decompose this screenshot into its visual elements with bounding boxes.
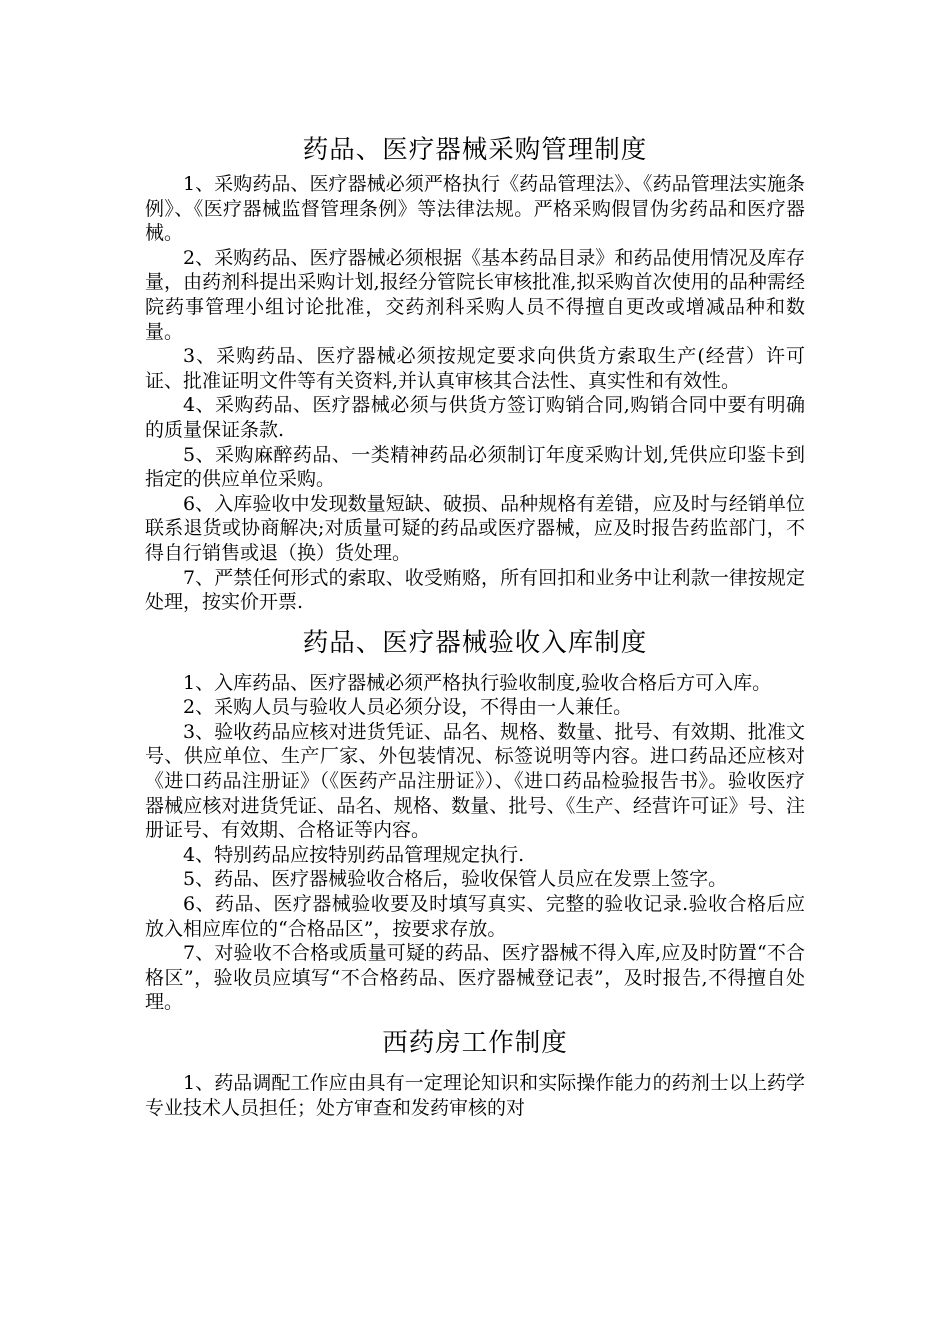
section-title-procurement: 药品、医疗器械采购管理制度	[302, 135, 648, 165]
paragraph: 5、药品、医疗器械验收合格后，验收保管人员应在发票上签字。	[183, 868, 728, 891]
paragraph: 5、采购麻醉药品、一类精神药品必须制订年度采购计划,凭供应印鉴卡到指定的供应单位采购。	[145, 443, 805, 491]
paragraph: 7、严禁任何形式的索取、收受贿赂，所有回扣和业务中让利款一律按规定处理，按实价开票.	[145, 566, 805, 614]
paragraph: 1、药品调配工作应由具有一定理论知识和实际操作能力的药剂士以上药学专业技术人员担任；处方审查和发药审核的对	[145, 1072, 805, 1119]
paragraph: 3、采购药品、医疗器械必须按规定要求向供货方索取生产(经营）许可证、批准证明文件等有关资料,并认真审核其合法性、真实性和有效性。	[145, 345, 805, 392]
paragraph: 1、入库药品、医疗器械必须严格执行验收制度,验收合格后方可入库。	[183, 671, 772, 694]
paragraph: 4、采购药品、医疗器械必须与供货方签订购销合同,购销合同中要有明确的质量保证条款.	[145, 394, 805, 441]
paragraph: 7、对验收不合格或质量可疑的药品、医疗器械不得入库,应及时防置“不合格区”，验收员应填写“不合格药品、医疗器械登记表”，及时报告,不得擅自处理。	[145, 942, 805, 1014]
paragraph: 6、药品、医疗器械验收要及时填写真实、完整的验收记录.验收合格后应放入相应库位的“合格品区”，按要求存放。	[145, 893, 805, 940]
paragraph: 2、采购药品、医疗器械必须根据《基本药品目录》和药品使用情况及库存量，由药剂科提出采购计划,报经分管院长审核批准,拟采购首次使用的品种需经院药事管理小组讨论批准，交药剂科采购人员不得擅自更改或增减品种和数量。	[145, 246, 805, 343]
document-page	[145, 128, 805, 1120]
section-title-western-pharmacy: 西药房工作制度	[382, 1028, 568, 1058]
paragraph: 2、采购人员与验收人员必须分设，不得由一人兼任。	[183, 696, 633, 719]
paragraph: 6、入库验收中发现数量短缺、破损、品种规格有差错，应及时与经销单位联系退货或协商解决;对质量可疑的药品或医疗器械，应及时报告药监部门，不得自行销售或退（换）货处理。	[145, 492, 805, 564]
paragraph: 4、特别药品应按特别药品管理规定执行.	[183, 843, 525, 866]
paragraph: 1、采购药品、医疗器械必须严格执行《药品管理法》、《药品管理法实施条例》、《医疗器械监督管理条例》等法律法规。严格采购假冒伪劣药品和医疗器械。	[145, 173, 805, 245]
section-title-acceptance: 药品、医疗器械验收入库制度	[302, 627, 648, 658]
paragraph: 3、验收药品应核对进货凭证、品名、规格、数量、批号、有效期、批准文号、供应单位、生产厂家、外包装情况、标签说明等内容。进口药品还应核对《进口药品注册证》（《医药产品注册证》）、《进口药品检验报告书》。验收医疗器械应核对进货凭证、品名、规格、数量、批号、《生产、经营许可证》号、注册证号、有效期、合格证等内容。	[145, 720, 805, 842]
